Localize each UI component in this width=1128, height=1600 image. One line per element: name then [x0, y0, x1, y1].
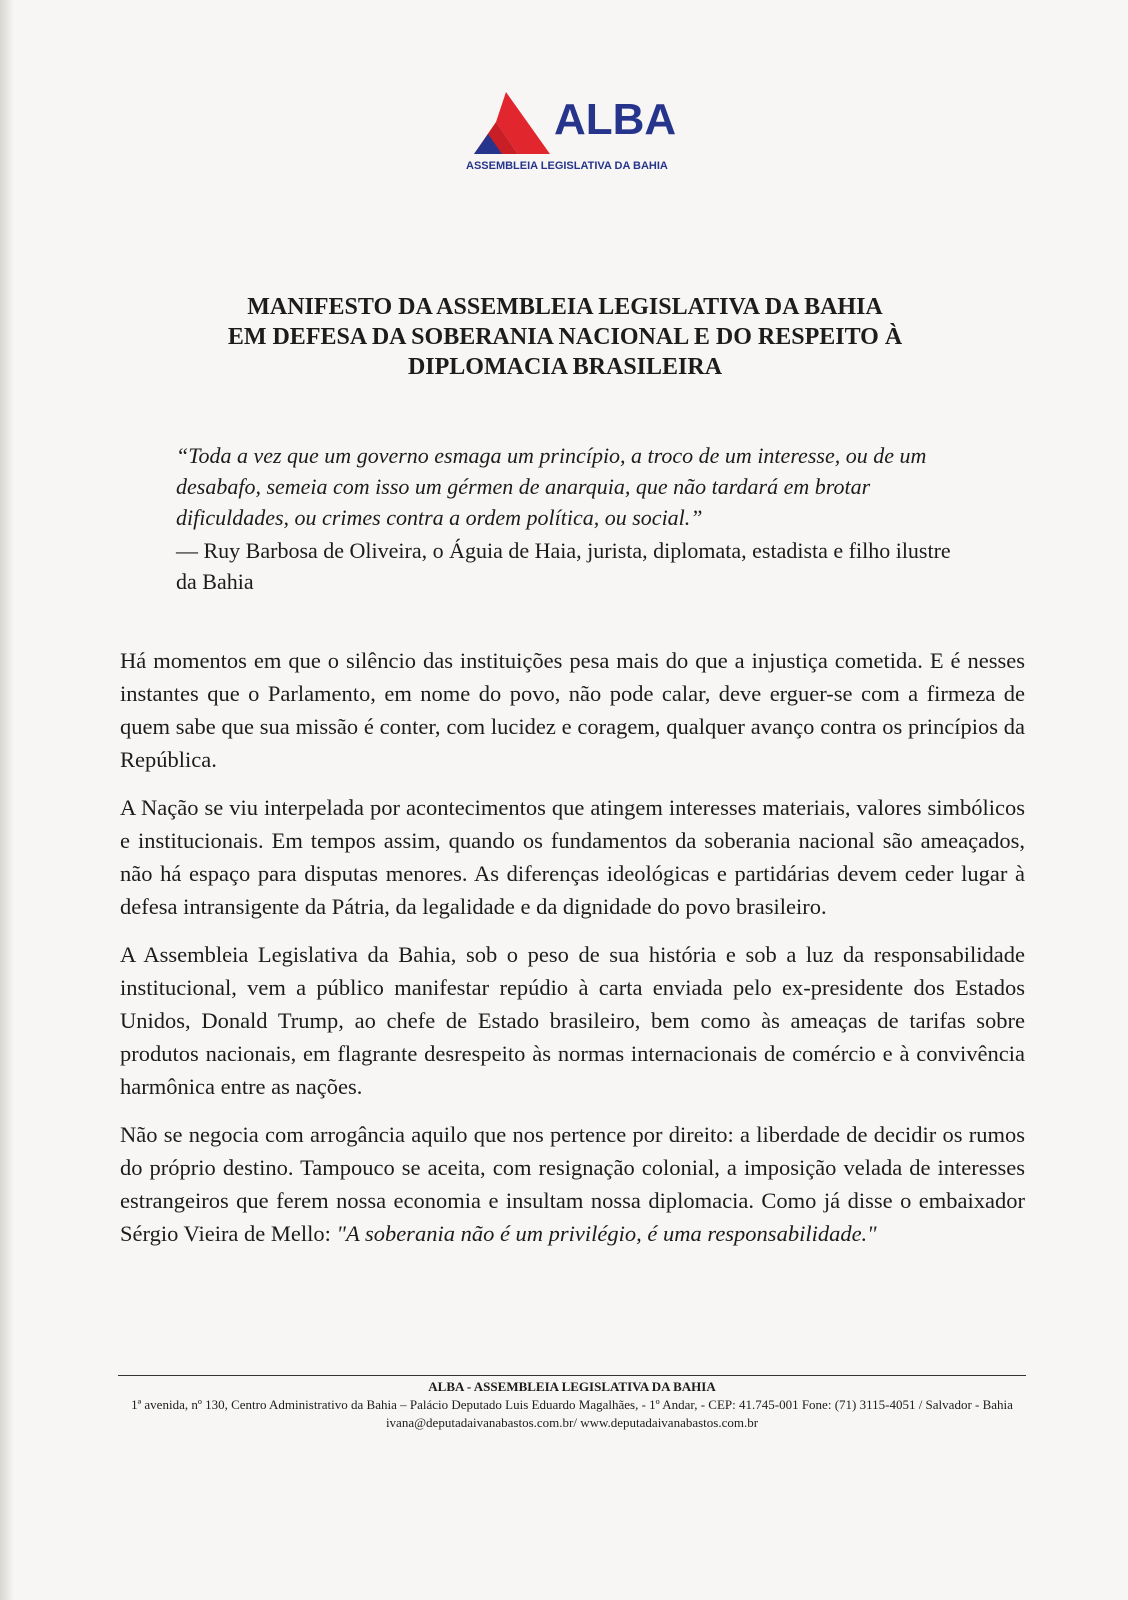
- paragraph-4-quote: "A soberania não é um privilégio, é uma responsabilidade.": [336, 1221, 877, 1246]
- paragraph-4: [120, 1118, 1025, 1250]
- alba-logo-icon: [462, 90, 552, 156]
- paragraph-4-text: Não se negocia com arrogância aquilo que nos pertence por direito: a liberdade de decidir os rumos do próprio destino. Tampouco se aceita, com resignação colonial, a imposição velada de interesses estrangeiros que ferem nossa economia e insultam nossa diplomacia. Como já disse o embaixador Sérgio Vieira de Mello:: [120, 1122, 1025, 1246]
- logo-wordmark: ALBA: [554, 95, 677, 144]
- footer-org: ALBA - ASSEMBLEIA LEGISLATIVA DA BAHIA: [428, 1379, 716, 1394]
- paragraph-1: Há momentos em que o silêncio das instituições pesa mais do que a injustiça cometida. E é nesses instantes que o Parlamento, em nome do povo, não pode calar, deve erguer-se com a firmeza de quem sabe que sua missão é conter, com lucidez e coragem, qualquer avanço contra os princípios da República.: [120, 648, 1025, 772]
- title-line-2: EM DEFESA DA SOBERANIA NACIONAL E DO RESPEITO À: [227, 324, 903, 350]
- epigraph-attribution: — Ruy Barbosa de Oliveira, o Águia de Haia, jurista, diplomata, estadista e filho ilustre da Bahia: [176, 538, 951, 594]
- epigraph: [176, 440, 976, 597]
- alba-logo: [462, 86, 692, 176]
- footer: [118, 1378, 1026, 1432]
- footer-divider: [118, 1375, 1026, 1376]
- logo-subtitle: ASSEMBLEIA LEGISLATIVA DA BAHIA: [466, 160, 668, 172]
- footer-contact: ivana@deputadaivanabastos.com.br/ www.deputadaivanabastos.com.br: [385, 1415, 759, 1430]
- epigraph-quote: “Toda a vez que um governo esmaga um princípio, a troco de um interesse, ou de um desabafo, semeia com isso um gérmen de anarquia, que não tardará em brotar dificuldades, ou crimes contra a ordem política, ou social.”: [176, 443, 927, 530]
- title-line-1: MANIFESTO DA ASSEMBLEIA LEGISLATIVA DA BAHIA: [247, 294, 883, 320]
- paragraph-3: A Assembleia Legislativa da Bahia, sob o peso de sua história e sob a luz da responsabilidade institucional, vem a público manifestar repúdio à carta enviada pelo ex-presidente dos Estados Unidos, Donald Trump, ao chefe de Estado brasileiro, bem como às ameaças de tarifas sobre produtos nacionais, em flagrante desrespeito às normas internacionais de comércio e à convivência harmônica entre as nações.: [120, 942, 1025, 1099]
- title-line-3: DIPLOMACIA BRASILEIRA: [407, 354, 723, 380]
- paragraph-2: A Nação se viu interpelada por acontecimentos que atingem interesses materiais, valores simbólicos e institucionais. Em tempos assim, quando os fundamentos da soberania nacional são ameaçados, não há espaço para disputas menores. As diferenças ideológicas e partidárias devem ceder lugar à defesa intransigente da Pátria, da legalidade e da dignidade do povo brasileiro.: [120, 795, 1025, 919]
- manifesto-body: [120, 644, 1025, 1265]
- paper-edge-shadow: [0, 0, 14, 1600]
- document-title: [150, 292, 980, 382]
- footer-address: 1ª avenida, nº 130, Centro Administrativo da Bahia – Palácio Deputado Luis Eduardo Magalhães, - 1º Andar, - CEP: 41.745-001 Fone: (71) 3115-4051 / Salvador - Bahia: [131, 1397, 1013, 1412]
